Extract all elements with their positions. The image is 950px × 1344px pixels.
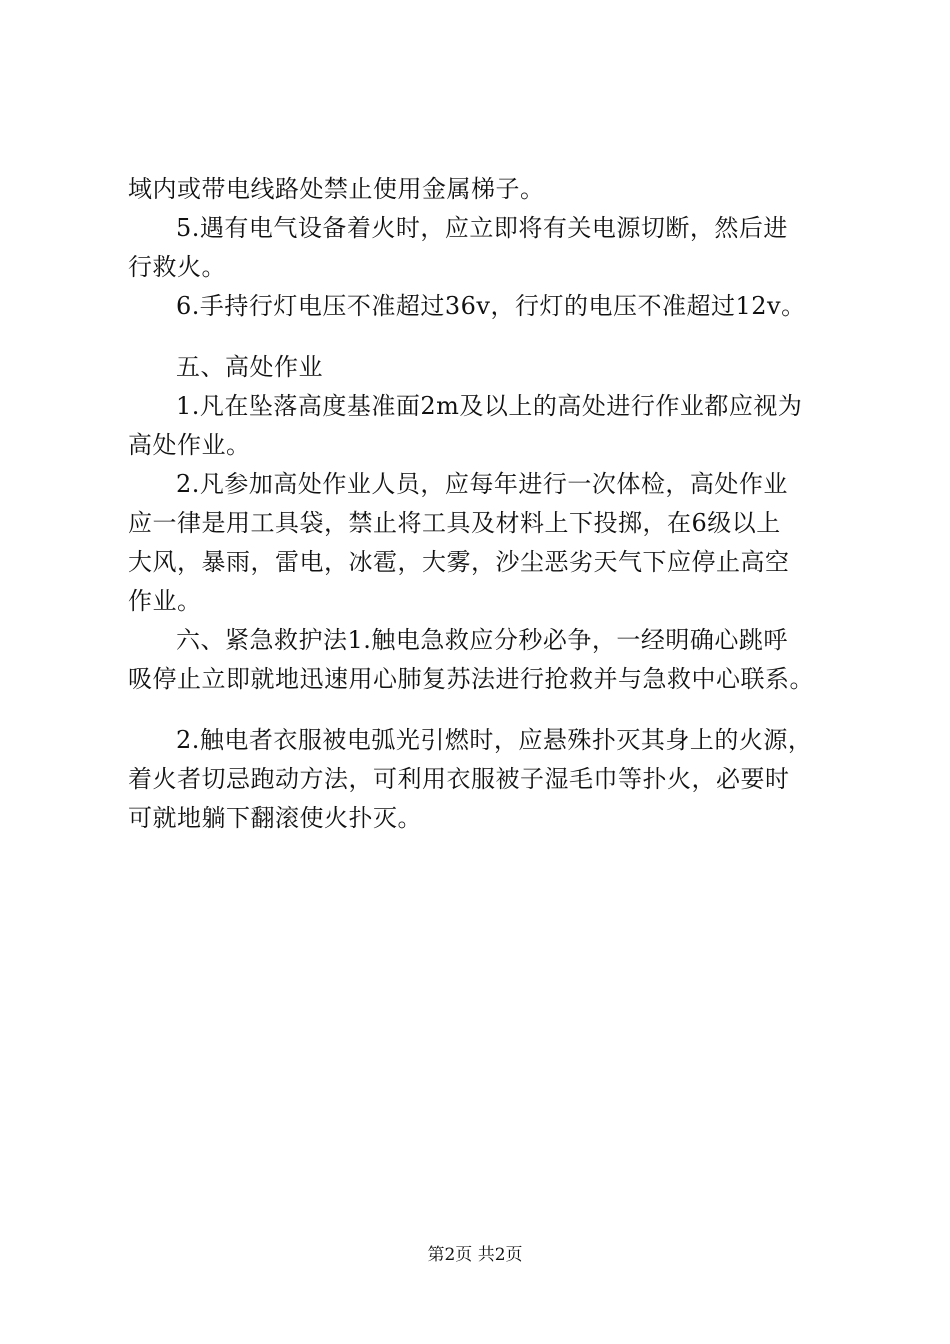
text-line: 行救火。 (128, 253, 226, 281)
paragraph-gap (128, 699, 850, 721)
text-line: 2.触电者衣服被电弧光引燃时，应悬殊扑灭其身上的火源， (176, 726, 813, 754)
section-heading: 五、高处作业 (176, 353, 323, 381)
text-line: 作业。 (128, 587, 202, 615)
text-line: 应一律是用工具袋，禁止将工具及材料上下投掷，在6级以上 (128, 509, 781, 537)
text-line: 2.凡参加高处作业人员，应每年进行一次体检，高处作业 (176, 470, 788, 498)
text-line: 5.遇有电气设备着火时，应立即将有关电源切断，然后进 (176, 214, 788, 242)
text-line: 6.手持行灯电压不准超过36v，行灯的电压不准超过12v。 (176, 292, 806, 320)
page-number-footer: 第2页 共2页 (427, 1245, 523, 1265)
document-body (128, 170, 850, 838)
section-heading: 六、紧急救护法1.触电急救应分秒必争，一经明确心跳呼 (176, 626, 788, 654)
text-line: 吸停止立即就地迅速用心肺复苏法进行抢救并与急救中心联系。 (128, 665, 814, 693)
text-line: 1.凡在坠落高度基准面2m及以上的高处进行作业都应视为 (176, 392, 803, 420)
paragraph-gap (128, 326, 850, 348)
text-line: 域内或带电线路处禁止使用金属梯子。 (128, 175, 545, 203)
text-line: 大风，暴雨，雷电，冰雹，大雾，沙尘恶劣天气下应停止高空 (128, 548, 790, 576)
text-line: 可就地躺下翻滚使火扑灭。 (128, 804, 422, 832)
text-line: 着火者切忌跑动方法，可利用衣服被子湿毛巾等扑火，必要时 (128, 765, 790, 793)
text-line: 高处作业。 (128, 431, 251, 459)
